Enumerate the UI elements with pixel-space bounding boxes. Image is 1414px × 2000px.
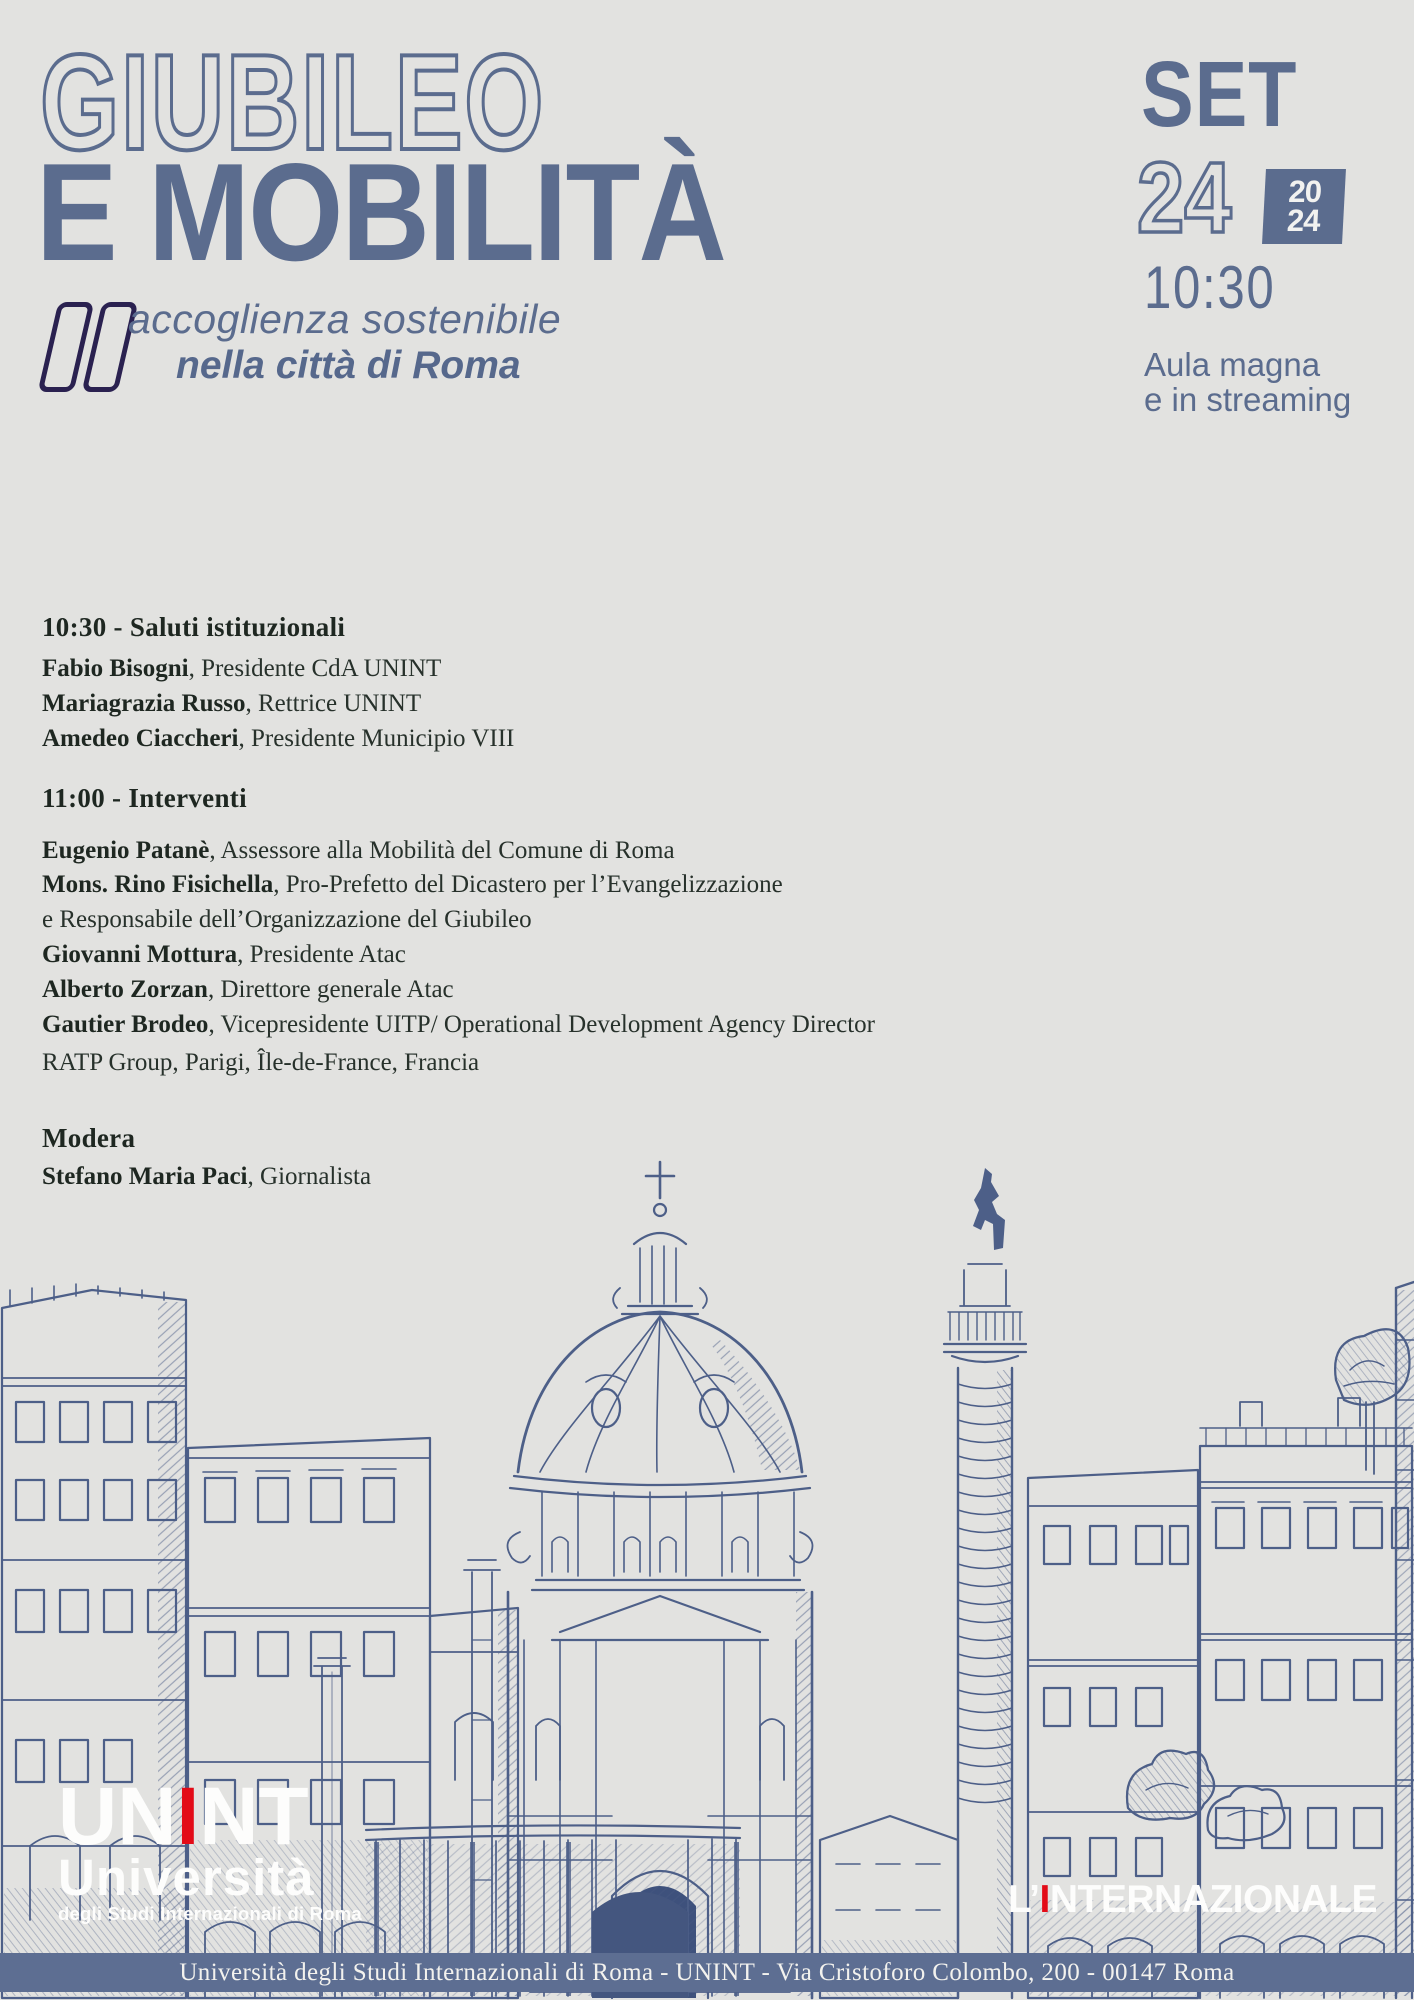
internazionale-red-i: I: [1039, 1878, 1050, 1921]
internazionale-logo: L’INTERNAZIONALE: [1008, 1878, 1378, 1921]
unint-logo: [58, 1771, 362, 1924]
speaker-line: Mariagrazia Russo, Rettrice UNINT: [42, 690, 422, 717]
moderator-line: Stefano Maria Paci, Giornalista: [42, 1163, 372, 1190]
moderator-heading: Modera: [42, 1123, 136, 1153]
session2-heading: 11:00 - Interventi: [42, 783, 247, 813]
speaker-line: Eugenio Patanè, Assessore alla Mobilità del Comune di Roma: [42, 837, 675, 864]
event-day: 24: [1137, 142, 1232, 254]
speaker-line: Amedeo Ciaccheri, Presidente Municipio VIII: [42, 725, 515, 752]
unint-red-i: I: [176, 1771, 200, 1862]
speaker-line: Fabio Bisogni, Presidente CdA UNINT: [42, 655, 442, 682]
unint-wordmark: UNINT: [58, 1771, 309, 1862]
footer-address: Università degli Studi Internazionali di Roma - UNINT - Via Cristoforo Colombo, 200 - 00147 Roma: [179, 1958, 1235, 1986]
speaker-line: Mons. Rino Fisichella, Pro-Prefetto del Dicastero per l’Evangelizzazione: [42, 871, 783, 898]
event-year-badge: 20 24: [1262, 169, 1346, 244]
speaker-line: Giovanni Mottura, Presidente Atac: [42, 941, 406, 968]
event-month: SET: [1141, 42, 1298, 146]
event-time: 10:30: [1144, 254, 1276, 321]
poster-title-outline: GIUBILEO: [40, 26, 546, 178]
speaker-line: RATP Group, Parigi, Île-de-France, Francia: [42, 1049, 480, 1076]
speaker-line: e Responsabile dell’Organizzazione del Giubileo: [42, 906, 532, 933]
footer-bar: [0, 1953, 1414, 1992]
poster-title-solid: E MOBILITÀ: [36, 135, 726, 290]
poster-subtitle-line1: accoglienza sostenibile: [128, 296, 562, 342]
unint-universita: Università: [58, 1849, 315, 1906]
speaker-line: Gautier Brodeo, Vicepresidente UITP/ Operational Development Agency Director: [42, 1011, 876, 1038]
session1-heading: 10:30 - Saluti istituzionali: [42, 612, 346, 642]
speaker-line: Alberto Zorzan, Direttore generale Atac: [42, 976, 454, 1003]
event-venue: Aula magna e in streaming: [1144, 346, 1352, 418]
poster-subtitle-line2: nella città di Roma: [176, 344, 521, 387]
unint-tagline: degli Studi Internazionali di Roma: [58, 1903, 362, 1924]
